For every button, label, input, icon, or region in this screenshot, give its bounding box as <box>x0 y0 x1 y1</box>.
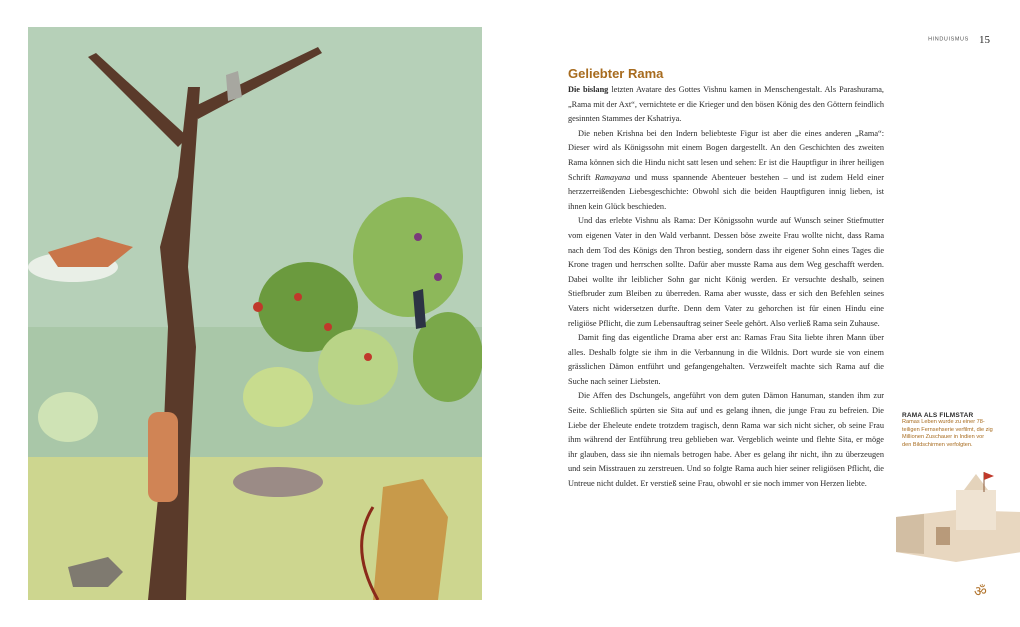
tree-foliage-3 <box>318 329 398 405</box>
flower <box>324 323 332 331</box>
article-title: Geliebter Rama <box>568 66 664 81</box>
flower <box>364 353 372 361</box>
sidebar-title: RAMA ALS FILMSTAR <box>902 412 974 419</box>
flower <box>294 293 302 301</box>
sidebar-text: Ramas Leben wurde zu einer 78-teiligen Fernsehserie verfilmt, die zig Millionen Zuschauer in Indien vor den Bildschirmen verfolgten. <box>902 419 993 448</box>
page-number: 15 <box>979 33 990 46</box>
flower <box>414 233 422 241</box>
temple-flag <box>984 472 994 480</box>
rock <box>233 467 323 497</box>
paragraph-1-text: letzten Avatare des Gottes Vishnu kamen in Menschengestalt. Als Parashurama, „Rama mit der Axt“, vernichtete er die Krieger und den bösen König des den Göttern feindlich gesinnten Stammes der Kshatriya. <box>568 85 884 124</box>
flower <box>434 273 442 281</box>
bush-left <box>38 392 98 442</box>
lead-in: Die bislang <box>568 85 609 94</box>
temple-door <box>936 527 950 545</box>
ramayana-title: Ramayana <box>594 172 631 182</box>
temple-tower <box>956 490 996 530</box>
flower <box>253 302 263 312</box>
paragraph-5: Die Affen des Dschungels, angeführt von dem guten Dämon Hanuman, standen ihm zur Seite. Schließlich spürten sie Sita auf und es gelang ihnen, die junge Frau zu befreien. Die Liebe der Eheleute endete trotzdem tragisch, denn Rama war sich nicht sicher, ob seine Frau ihm während der Entführung treu geblieben war. Vergeblich weinte und flehte Sita, er möge ihr glauben, dass sie ihn niemals betrogen habe. Aber es gelang ihr nicht, ihn zu überzeugen und sein Misstrauen zu zerstreuen. Und so folgte Rama auch hier seiner religiösen Pflicht, die Untreue nicht duldet. Er verstieß seine Frau, obwohl er sie noch immer von Herzen liebte. <box>568 391 884 489</box>
tree-foliage-5 <box>243 367 313 427</box>
forest-illustration <box>28 27 482 600</box>
paragraph-4: Damit fing das eigentliche Drama aber erst an: Ramas Frau Sita liebte ihren Mann über alles. Deshalb folgte sie ihm in die Verbannung in die Wildnis. Dort wurde sie von einem grässlichen Dämon entführt und gefangengehalten. Verzweifelt machte sich Rama auf die Suche nach seiner Liebsten. <box>568 333 884 386</box>
article <box>568 66 884 492</box>
running-head <box>880 29 990 48</box>
section-name: HINDUISMUS <box>928 36 969 43</box>
paragraph-2-text-b: und muss spannende Abenteuer bestehen – und ist zudem Held einer herzzerreißenden Liebesgeschichte: Obwohl sich die beiden Hauptfiguren innig lieben, ist ihnen kein Glück beschieden. <box>568 172 884 211</box>
paragraph-1 <box>568 83 884 127</box>
tree-foliage-2 <box>353 197 463 317</box>
paragraph-3: Und das erlebte Vishnu als Rama: Der Königssohn wurde auf Wunsch seiner Stiefmutter vom eigenen Vater in den Wald verbannt. Dessen böse zweite Frau wollte nicht, dass Rama nach dem Tod des Königs den Thron bestieg, sondern dass ihr eigener Sohn eines Tages die Krone tragen und herrschen sollte. Dafür aber musste Rama aus dem Weg geschafft werden. Dabei wollte ihr leiblicher Sohn gar nicht König werden. Er versuchte deshalb, seinen Stiefbruder zum Bleiben zu überreden. Rama aber wusste, dass er sich den Befehlen seines Vaters nicht widersetzen durfte. Denn dem Vater zu gehorchen ist für einen Hindu eine religiöse Pflicht, die zum Lebensauftrag seiner Seele gehört. Also verließ Rama sein Zuhause. <box>568 216 884 328</box>
sidebar-note <box>902 412 994 449</box>
sita-figure <box>148 412 178 502</box>
om-icon: ॐ <box>974 584 987 600</box>
temple-wall-shadow <box>896 514 924 554</box>
paragraph-2 <box>568 127 884 215</box>
temple-photo <box>896 472 1020 564</box>
paragraph-2-text-a: Die neben Krishna bei den Indern beliebteste Figur ist aber die eines anderen „Rama“: Dieser wird als Königssohn mit einem Bogen dargestellt. An den Geschichten des zweiten Rama können sich die Hindu nicht satt lesen und sehen: Er ist die Hauptfigur in ihrer heiligen Schrift <box>568 128 884 182</box>
